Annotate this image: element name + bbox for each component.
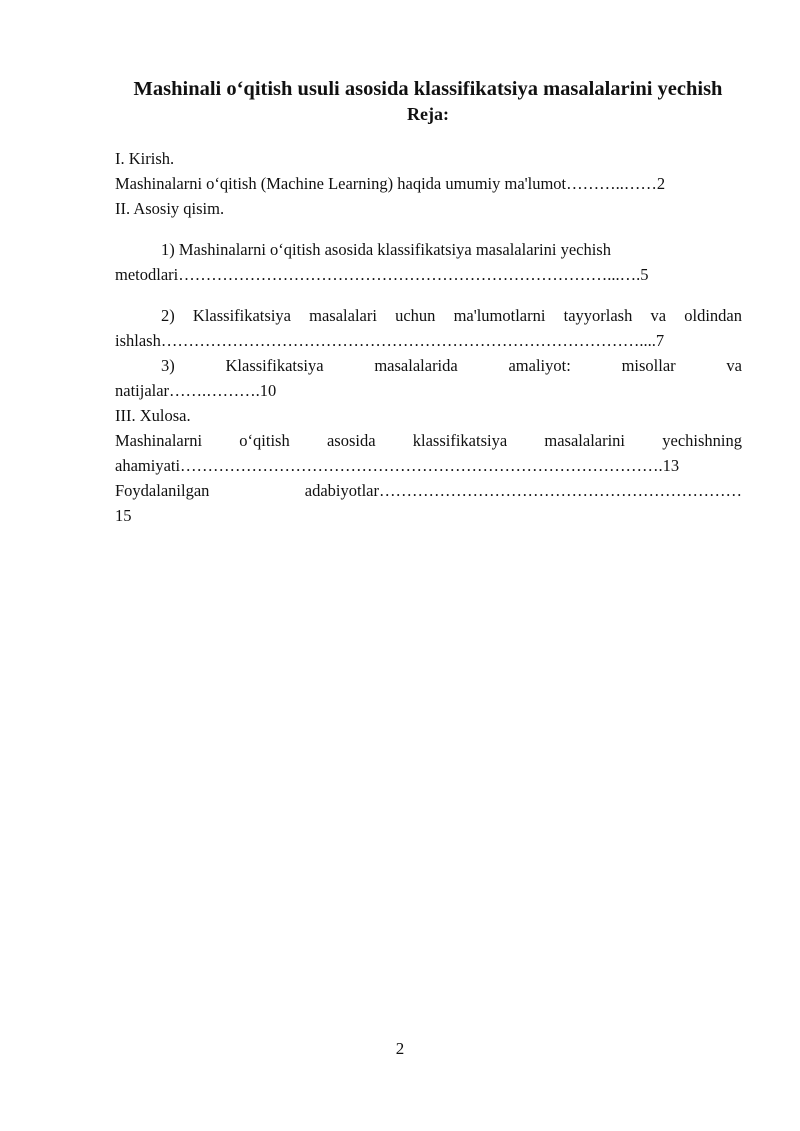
- toc-intro-item: Mashinalarni o‘qitish (Machine Learning) haqida umumiy ma'lumot………..……2: [115, 174, 666, 193]
- toc-main-heading: II. Asosiy qisim.: [115, 199, 225, 218]
- toc-conclusion-line-2: ahamiyati…………………………………………………………………………….13: [115, 456, 680, 475]
- toc-conclusion-heading: III. Xulosa.: [115, 406, 191, 425]
- toc-intro-heading: I. Kirish.: [115, 149, 175, 168]
- page-number: 2: [395, 1039, 405, 1058]
- toc-references-line-1: Foydalanilgan adabiyotlar…………………………………………………………: [115, 481, 742, 500]
- toc-item-2-line-1: 2) Klassifikatsiya masalalari uchun ma'lumotlarni tayyorlash va oldindan: [161, 306, 742, 325]
- toc-conclusion-line-1: Mashinalarni o‘qitish asosida klassifikatsiya masalalarini yechishning: [115, 431, 742, 450]
- toc-item-2-line-2: ishlash……………………………………………………………………………....7: [115, 331, 665, 350]
- toc-item-1-line-1: 1) Mashinalarni o‘qitish asosida klassifikatsiya masalalarini yechish: [161, 240, 611, 259]
- document-title: Mashinali o‘qitish usuli asosida klassifikatsiya masalalarini yechish: [133, 78, 723, 100]
- toc-item-1-line-2: metodlari……………………………………………………………………...….5: [115, 265, 649, 284]
- toc-references-line-2: 15: [115, 506, 132, 525]
- toc-item-3-line-1: 3) Klassifikatsiya masalalarida amaliyot: misollar va: [161, 356, 742, 375]
- toc-item-3-line-2: natijalar…….……….10: [115, 381, 277, 400]
- table-of-contents: [115, 146, 742, 528]
- plan-heading: Reja:: [407, 104, 449, 124]
